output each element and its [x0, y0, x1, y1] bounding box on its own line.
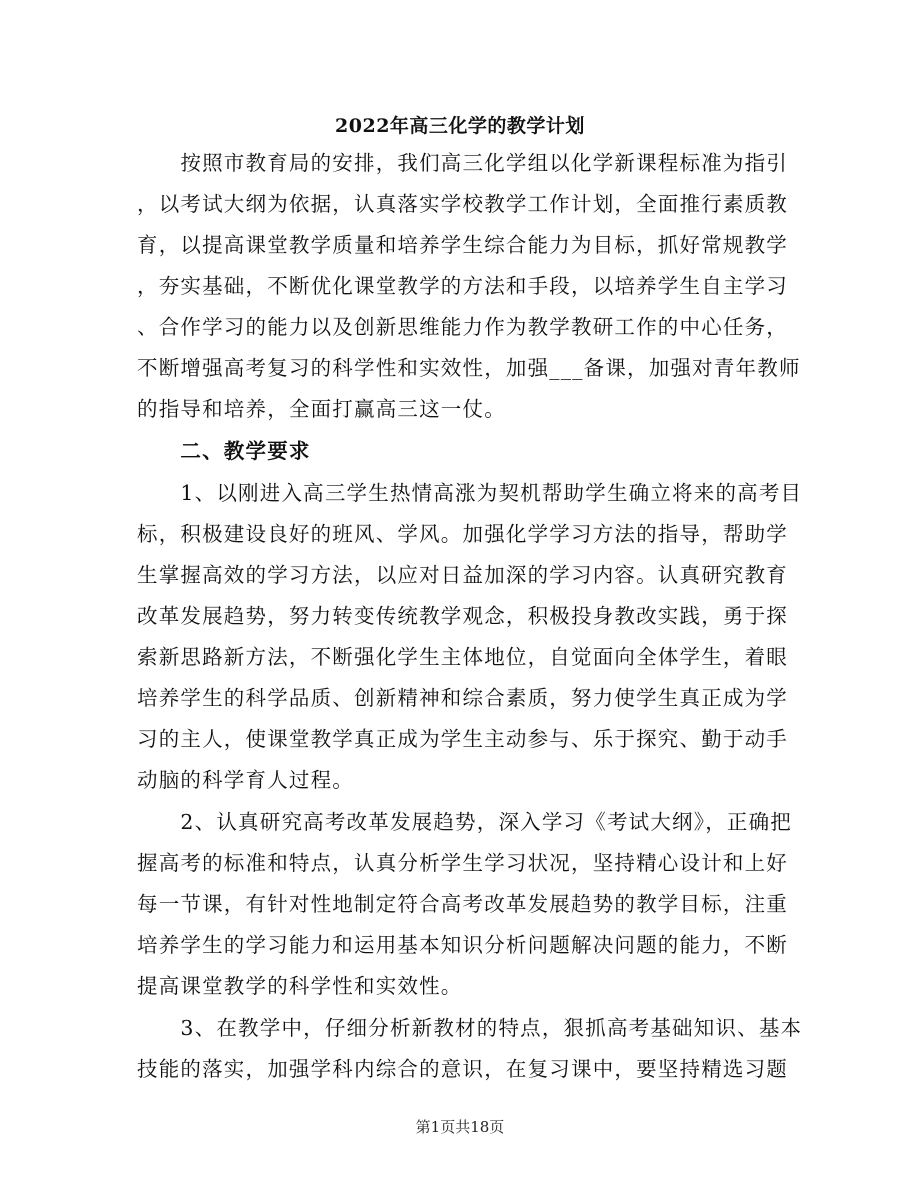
- paragraph-line: 索新思路新方法，不断强化学生主体地位，自觉面向全体学生，着眼: [137, 645, 788, 669]
- paragraph-line: 生掌握高效的学习方法，以应对日益加深的学习内容。认真研究教育: [137, 563, 788, 587]
- paragraph-line: 握高考的标准和特点，认真分析学生学习状况，坚持精心设计和上好: [137, 851, 788, 875]
- paragraph-line: 3、在教学中，仔细分析新教材的特点，狠抓高考基础知识、基本: [137, 1016, 803, 1040]
- paragraph-line: 改革发展趋势，努力转变传统教学观念，积极投身教改实践，勇于探: [137, 604, 788, 628]
- paragraph-line: 育，以提高课堂教学质量和培养学生综合能力为目标，抓好常规教学: [137, 233, 788, 257]
- paragraph-line: 不断增强高考复习的科学性和实效性，加强___备课，加强对青年教师: [137, 356, 801, 380]
- paragraph-line: 动脑的科学育人过程。: [137, 768, 354, 792]
- paragraph-line: ，夯实基础，不断优化课堂教学的方法和手段，以培养学生自主学习: [137, 274, 788, 298]
- paragraph-line: ，以考试大纲为依据，认真落实学校教学工作计划，全面推行素质教: [137, 192, 788, 216]
- paragraph-line: 标，积极建设良好的班风、学风。加强化学学习方法的指导，帮助学: [137, 522, 788, 546]
- paragraph-line: 2、认真研究高考改革发展趋势，深入学习《考试大纲》，正确把: [137, 810, 792, 834]
- paragraph-line: 技能的落实，加强学科内综合的意识，在复习课中，要坚持精选习题: [137, 1057, 788, 1081]
- paragraph-line: 按照市教育局的安排，我们高三化学组以化学新课程标准为指引: [137, 151, 788, 175]
- paragraph-line: 、合作学习的能力以及创新思维能力作为教学教研工作的中心任务，: [137, 315, 788, 339]
- paragraph-line: 的指导和培养，全面打赢高三这一仗。: [137, 397, 506, 421]
- paragraph-line: 提高课堂教学的科学性和实效性。: [137, 974, 463, 998]
- document-title: 2022年高三化学的教学计划: [335, 115, 585, 137]
- paragraph-line: 培养学生的学习能力和运用基本知识分析问题解决问题的能力，不断: [137, 933, 788, 957]
- section-heading: 二、教学要求: [137, 439, 311, 463]
- page-number-footer: 第1页共18页: [415, 1118, 505, 1136]
- paragraph-line: 培养学生的科学品质、创新精神和综合素质，努力使学生真正成为学: [137, 686, 788, 710]
- paragraph-line: 每一节课，有针对性地制定符合高考改革发展趋势的教学目标，注重: [137, 892, 788, 916]
- paragraph-line: 1、以刚进入高三学生热情高涨为契机帮助学生确立将来的高考目: [137, 481, 803, 505]
- paragraph-line: 习的主人，使课堂教学真正成为学生主动参与、乐于探究、勤于动手: [137, 727, 788, 751]
